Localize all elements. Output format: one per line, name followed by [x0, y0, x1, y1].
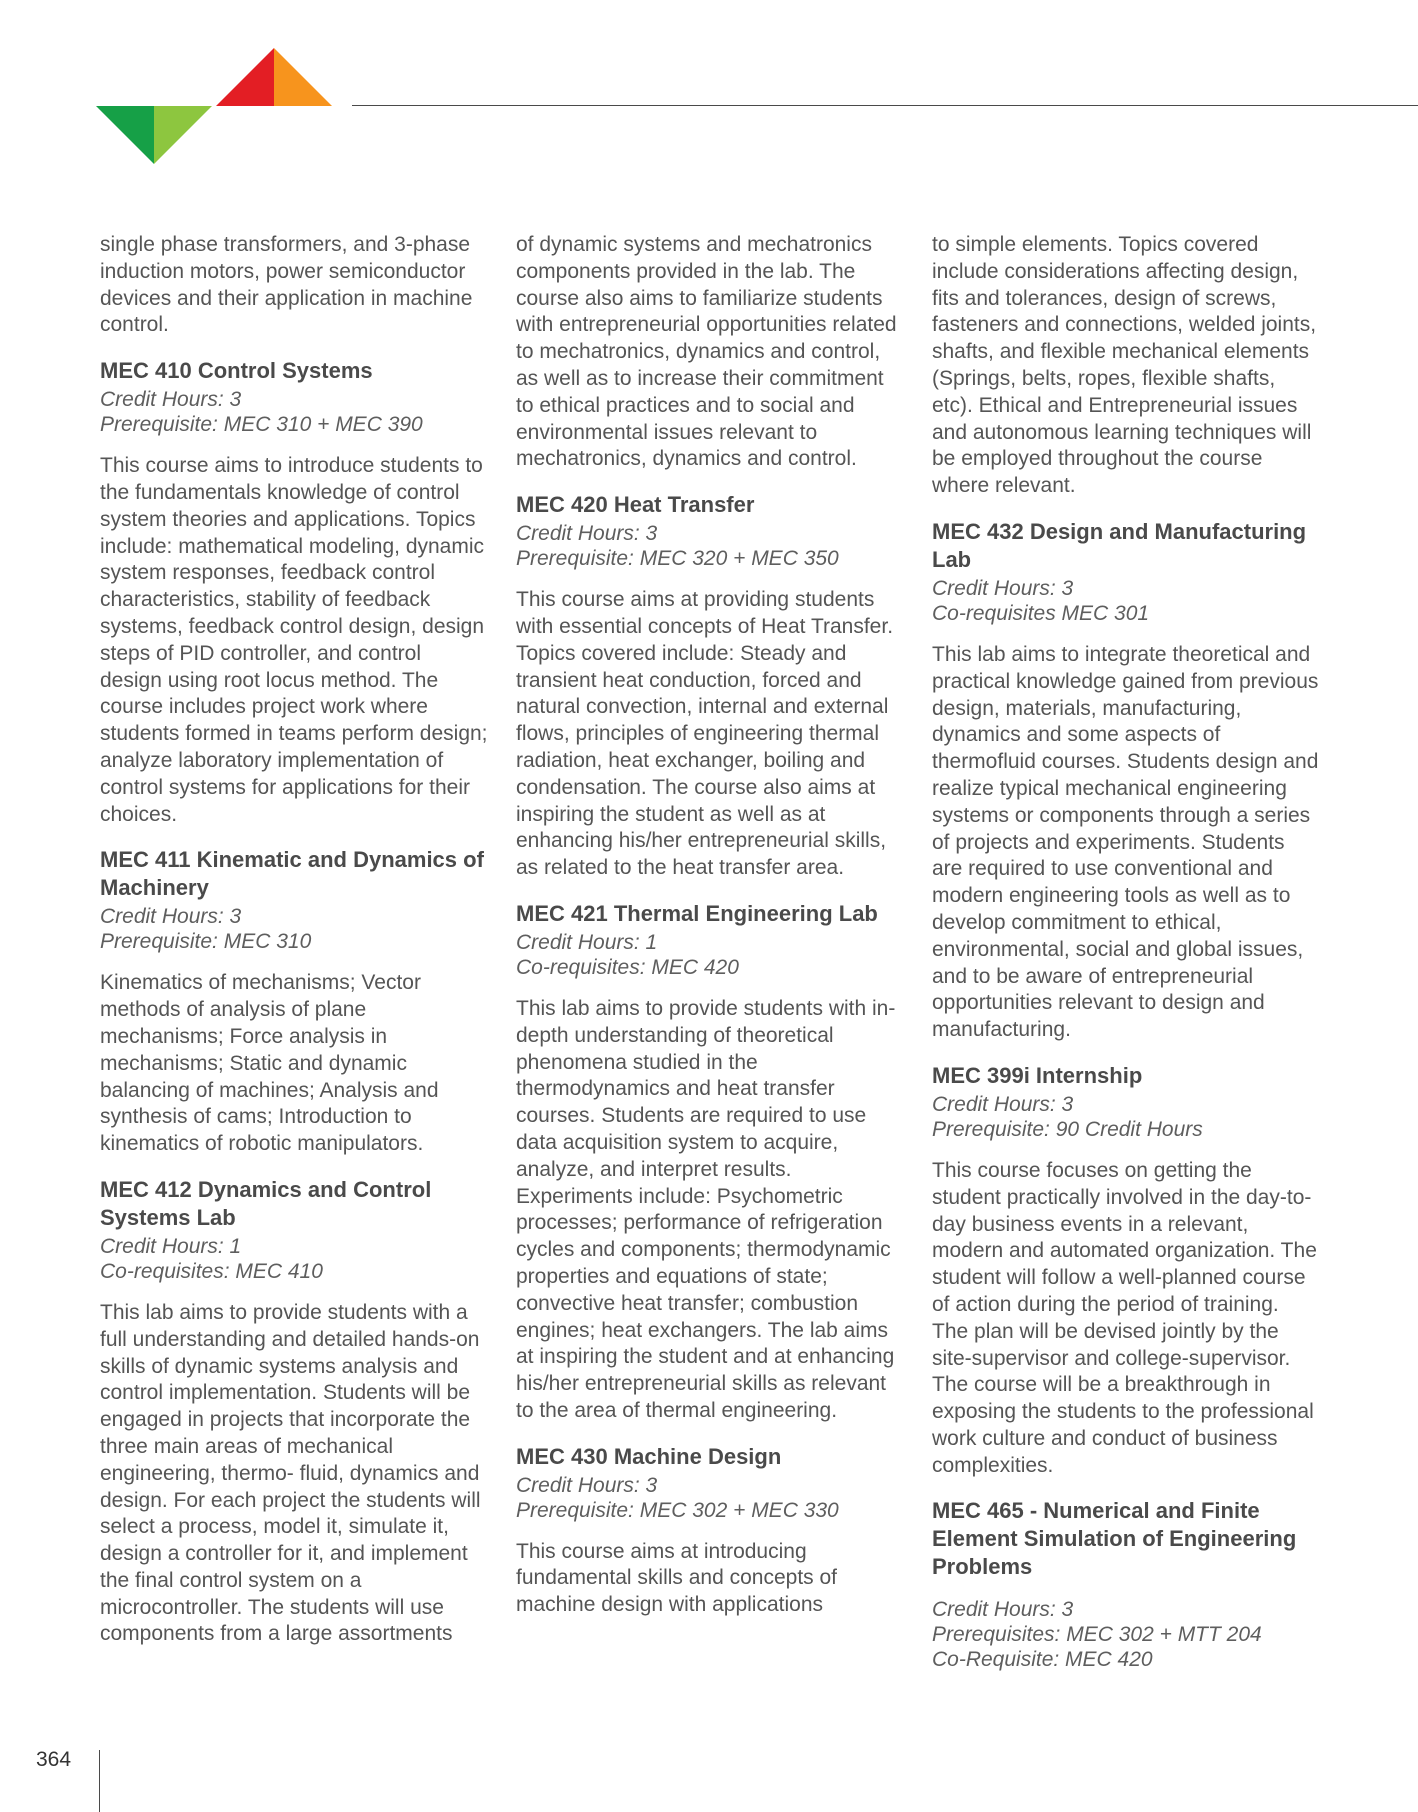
header-rule: [352, 105, 1418, 106]
prerequisite: Prerequisite: MEC 320 + MEC 350: [516, 547, 839, 571]
credit-hours: Credit Hours: 3: [100, 905, 242, 929]
logo-triangle-orange: [274, 48, 332, 106]
brand-logo: [96, 48, 336, 164]
logo-triangle-green: [96, 106, 154, 164]
page-number: 364: [36, 1748, 72, 1771]
course-description: This course aims to introduce students to the fundamentals knowledge of control system theories and applications. Topics include: mathematical modeling, dynamic system responses, feedback control characteristics, stability of feedback systems, feedback control design, design steps of PID controller, and control design using root locus method. The course includes project work where students formed in teams perform design; analyze laboratory implementation of control systems for applications for their choices.: [100, 454, 488, 826]
course-mec-410: [100, 357, 488, 828]
corequisite: Co-requisites MEC 301: [932, 601, 1150, 625]
logo-triangle-red: [216, 48, 274, 106]
course-description: This lab aims to provide students with in-depth understanding of theoretical phenomena studied in the thermodynamics and heat transfer courses. Students are required to use data acquisition system to acquire, analyze, and interpret results. Experiments include: Psychometric processes; performance of refrigeration cycles and components; thermodynamic properties and equations of state; convective heat transfer; combustion engines; heat exchangers. The lab aims at inspiring the student and at enhancing his/her entrepreneurial skills as relevant to the area of thermal engineering.: [516, 996, 896, 1422]
course-description: This course aims at providing students with essential concepts of Heat Transfer. Topics covered include: Steady and transient heat conduction, forced and natural convection, internal and external flows, principles of engineering thermal radiation, heat exchanger, boiling and condensation. The course also aims at inspiring the student as well as at enhancing his/her entrepreneurial skills, as related to the heat transfer area.: [516, 588, 894, 880]
credit-hours: Credit Hours: 3: [100, 388, 242, 412]
column-1: [100, 232, 488, 1648]
course-title: MEC 399i Internship: [932, 1062, 1143, 1088]
column-3: [932, 232, 1320, 1672]
credit-hours: Credit Hours: 1: [100, 1234, 242, 1258]
course-title: MEC 420 Heat Transfer: [516, 492, 755, 518]
prerequisite: Prerequisite: MEC 302 + MEC 330: [516, 1498, 839, 1522]
course-mec-420: [516, 491, 904, 882]
continued-text: to simple elements. Topics covered include considerations affecting design, fits and tolerances, design of screws, fasteners and connections, welded joints, shafts, and flexible mechanical elements (Springs, belts, ropes, flexible shafts, etc). Ethical and Entrepreneurial issues and autonomous learning techniques will be employed throughout the course where relevant.: [932, 233, 1317, 498]
prerequisite: Prerequisite: MEC 310 + MEC 390: [100, 413, 423, 437]
logo-triangle-lime: [154, 106, 212, 164]
course-mec-421: [516, 900, 904, 1425]
course-mec-399i: [932, 1062, 1320, 1480]
course-title: MEC 421 Thermal Engineering Lab: [516, 900, 878, 926]
course-title: MEC 430 Machine Design: [516, 1443, 782, 1469]
course-title: MEC 411 Kinematic and Dynamics of Machinery: [100, 847, 484, 901]
course-mec-430: [516, 1443, 904, 1619]
continued-text: of dynamic systems and mechatronics components provided in the lab. The course also aims to familiarize students with entrepreneurial opportunities related to mechatronics, dynamics and control, as well as to increase their commitment to ethical practices and to social and environmental issues relevant to mechatronics, dynamics and control.: [516, 233, 897, 471]
credit-hours: Credit Hours: 3: [516, 522, 658, 546]
prerequisite: Prerequisites: MEC 302 + MTT 204: [932, 1623, 1262, 1647]
course-description: This lab aims to integrate theoretical and practical knowledge gained from previous design, materials, manufacturing, dynamics and some aspects of thermofluid courses. Students design and realize typical mechanical engineering systems or components through a series of projects and experiments. Students are required to use conventional and modern engineering tools as well as to develop commitment to ethical, environmental, social and global issues, and to be aware of entrepreneurial opportunities relevant to design and manufacturing.: [932, 642, 1319, 1042]
course-mec-412: [100, 1176, 488, 1648]
course-description: Kinematics of mechanisms; Vector methods of analysis of plane mechanisms; Force analysis in mechanisms; Static and dynamic balancing of machines; Analysis and synthesis of cams; Introduction to kinematics of robotic manipulators.: [100, 971, 439, 1156]
credit-hours: Credit Hours: 1: [516, 930, 658, 954]
credit-hours: Credit Hours: 3: [932, 576, 1074, 600]
column-2: [516, 232, 904, 1619]
course-mec-465: [932, 1497, 1320, 1672]
course-mec-411: [100, 846, 488, 1158]
corequisite: Co-requisites: MEC 420: [516, 955, 739, 979]
course-description: This course aims at introducing fundamental skills and concepts of machine design with applications: [516, 1539, 838, 1617]
course-title: MEC 412 Dynamics and Control Systems Lab: [100, 1176, 432, 1230]
corequisite: Co-Requisite: MEC 420: [932, 1648, 1153, 1672]
course-mec-432: [932, 518, 1320, 1044]
course-description: This course focuses on getting the student practically involved in the day-to-day business events in a relevant, modern and automated organization. The student will follow a well-planned course of action during the period of training. The plan will be devised jointly by the site-supervisor and college-supervisor. The course will be a breakthrough in exposing the students to the professional work culture and conduct of business complexities.: [932, 1158, 1317, 1477]
corequisite: Co-requisites: MEC 410: [100, 1259, 323, 1283]
continued-text: single phase transformers, and 3-phase induction motors, power semiconductor devices and their application in machine control.: [100, 233, 473, 337]
course-title: MEC 432 Design and Manufacturing Lab: [932, 518, 1307, 572]
prerequisite: Prerequisite: MEC 310: [100, 930, 312, 954]
credit-hours: Credit Hours: 3: [932, 1598, 1074, 1622]
prerequisite: Prerequisite: 90 Credit Hours: [932, 1117, 1203, 1141]
course-description: This lab aims to provide students with a full understanding and detailed hands-on skills of dynamic systems analysis and control implementation. Students will be engaged in projects that incorporate the three main areas of mechanical engineering, thermo- fluid, dynamics and design. For each project the students will select a process, model it, simulate it, design a controller for it, and implement the final control system on a microcontroller. The students will use components from a large assortments: [100, 1300, 481, 1646]
course-title: MEC 465 - Numerical and Finite Element Simulation of Engineering Problems: [932, 1498, 1297, 1580]
footer-rule: [99, 1750, 100, 1812]
credit-hours: Credit Hours: 3: [932, 1092, 1074, 1116]
course-title: MEC 410 Control Systems: [100, 358, 373, 384]
credit-hours: Credit Hours: 3: [516, 1473, 658, 1497]
